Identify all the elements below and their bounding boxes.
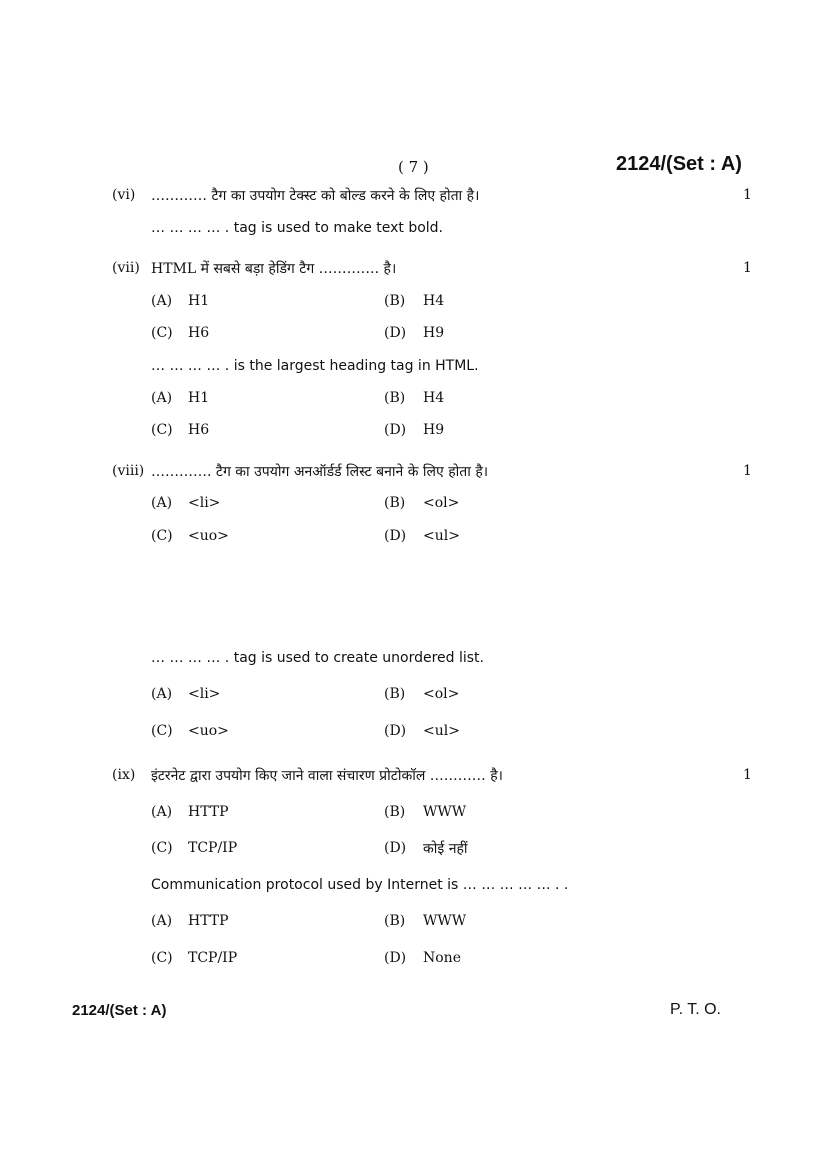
option-text: <uo>	[188, 723, 229, 739]
option-label: (B)	[384, 804, 406, 820]
option-text: H1	[188, 293, 210, 309]
question-vii-hindi: HTML में सबसे बड़ा हेडिंग टैग …………. है।	[151, 261, 397, 277]
option-text: <li>	[188, 495, 221, 511]
option-label: (B)	[384, 293, 406, 309]
option-label: (C)	[151, 723, 173, 739]
paper-code-footer: 2124/(Set : A)	[72, 1002, 167, 1019]
question-vii-english: … … … … . is the largest heading tag in HTML.	[151, 358, 479, 374]
option-text: TCP/IP	[188, 840, 238, 856]
question-number-viii: (viii)	[112, 463, 145, 479]
question-number-vii: (vii)	[112, 260, 140, 276]
question-number-ix: (ix)	[112, 767, 136, 783]
option-label: (A)	[151, 293, 173, 309]
option-label: (C)	[151, 528, 173, 544]
option-text: H6	[188, 325, 210, 341]
question-vi-hindi: ………… टैग का उपयोग टेक्स्ट को बोल्ड करने के लिए होता है।	[151, 188, 480, 204]
paper-code-header: 2124/(Set : A)	[616, 153, 742, 175]
option-text: HTTP	[188, 804, 229, 820]
question-number-vi: (vi)	[112, 187, 136, 203]
question-vi-english: … … … … . tag is used to make text bold.	[151, 220, 444, 236]
option-text: TCP/IP	[188, 950, 238, 966]
option-label: (D)	[384, 528, 407, 544]
option-text: WWW	[423, 913, 467, 929]
option-label: (C)	[151, 840, 173, 856]
option-label: (D)	[384, 325, 407, 341]
option-text: None	[423, 950, 461, 966]
option-label: (D)	[384, 723, 407, 739]
option-label: (D)	[384, 840, 407, 856]
option-label: (B)	[384, 390, 406, 406]
option-text: <ul>	[423, 528, 460, 544]
option-label: (C)	[151, 422, 173, 438]
question-ix-hindi: इंटरनेट द्वारा उपयोग किए जाने वाला संचारण प्रोटोकॉल ………… है।	[151, 768, 503, 784]
option-label: (C)	[151, 950, 173, 966]
option-text: <uo>	[188, 528, 229, 544]
option-text: H9	[423, 422, 445, 438]
question-ix-english: Communication protocol used by Internet is … … … … … . .	[151, 877, 569, 893]
question-viii-marks: 1	[743, 463, 752, 479]
option-text: H6	[188, 422, 210, 438]
option-text: WWW	[423, 804, 467, 820]
option-text: HTTP	[188, 913, 229, 929]
option-label: (C)	[151, 325, 173, 341]
option-text: H4	[423, 293, 445, 309]
question-vii-marks: 1	[743, 260, 752, 276]
option-label: (A)	[151, 913, 173, 929]
option-label: (A)	[151, 495, 173, 511]
option-label: (A)	[151, 686, 173, 702]
question-viii-hindi: …………. टैग का उपयोग अनऑर्डर्ड लिस्ट बनाने के लिए होता है।	[151, 464, 489, 480]
question-vi-marks: 1	[743, 187, 752, 203]
option-label: (B)	[384, 913, 406, 929]
page-number: ( 7 )	[398, 158, 429, 176]
option-text: H9	[423, 325, 445, 341]
option-text: H1	[188, 390, 210, 406]
option-label: (B)	[384, 686, 406, 702]
option-label: (A)	[151, 390, 173, 406]
option-label: (A)	[151, 804, 173, 820]
option-text: H4	[423, 390, 445, 406]
option-text: कोई नहीं	[423, 841, 468, 857]
option-text: <ol>	[423, 495, 460, 511]
pto-text: P. T. O.	[670, 1001, 721, 1018]
option-text: <ol>	[423, 686, 460, 702]
option-label: (D)	[384, 950, 407, 966]
option-text: <ul>	[423, 723, 460, 739]
question-ix-marks: 1	[743, 767, 752, 783]
option-label: (B)	[384, 495, 406, 511]
option-label: (D)	[384, 422, 407, 438]
option-text: <li>	[188, 686, 221, 702]
question-viii-english: … … … … . tag is used to create unordered list.	[151, 650, 484, 666]
